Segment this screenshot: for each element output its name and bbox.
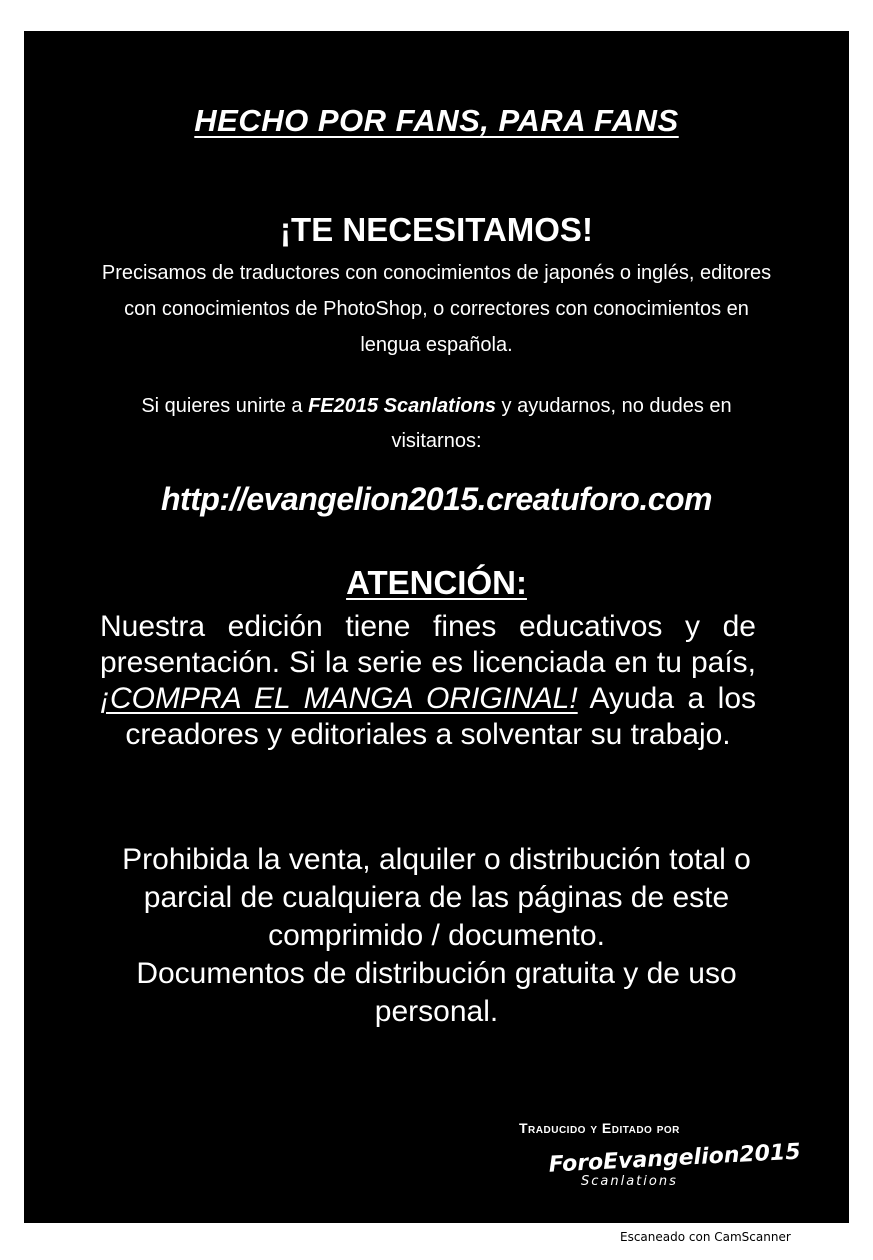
join-suffix: y ayudarnos, no dudes en visitarnos: <box>391 395 732 452</box>
signature-line2: Scanlations <box>581 1174 678 1189</box>
recruit-title: ¡TE NECESITAMOS! <box>280 211 593 248</box>
credits-label: Traducido y Editado por <box>519 1120 680 1136</box>
attention-title-text: ATENCIÓN: <box>346 564 527 601</box>
headline-text: HECHO POR FANS, PARA FANS <box>194 103 679 138</box>
buy-original-emphasis: ¡COMPRA EL MANGA ORIGINAL! <box>100 682 578 715</box>
forum-url: http://evangelion2015.creatuforo.com <box>160 481 712 517</box>
signature-line1: ForoEvangelion2015 <box>548 1139 802 1178</box>
legal-line-prohibition: Prohibida la venta, alquiler o distribución total o parcial de cualquiera de las páginas de este comprimido / documento. <box>122 843 751 952</box>
attention-title <box>24 564 849 602</box>
attention-body-suffix: Ayuda a los creadores y editoriales a solventar su trabajo. <box>125 682 756 751</box>
group-signature-logo <box>519 1139 802 1191</box>
group-name: FE2015 Scanlations <box>308 395 496 417</box>
notice-panel <box>24 31 849 1223</box>
legal-notice <box>84 841 789 1031</box>
scanner-footer-note: Escaneado con CamScanner <box>620 1230 791 1244</box>
join-prefix: Si quieres unirte a <box>141 395 309 417</box>
legal-line-free-distribution: Documentos de distribución gratuita y de uso personal. <box>136 957 737 1028</box>
attention-body <box>100 609 756 753</box>
join-paragraph <box>114 389 759 459</box>
headline <box>24 103 849 139</box>
recruit-body: Precisamos de traductores con conocimientos de japonés o inglés, editores con conocimientos de PhotoShop, o correctores con conocimientos en lengua española. <box>101 262 772 356</box>
attention-body-prefix: Nuestra edición tiene fines educativos y de presentación. Si la serie es licenciada en tu país, <box>100 610 756 679</box>
